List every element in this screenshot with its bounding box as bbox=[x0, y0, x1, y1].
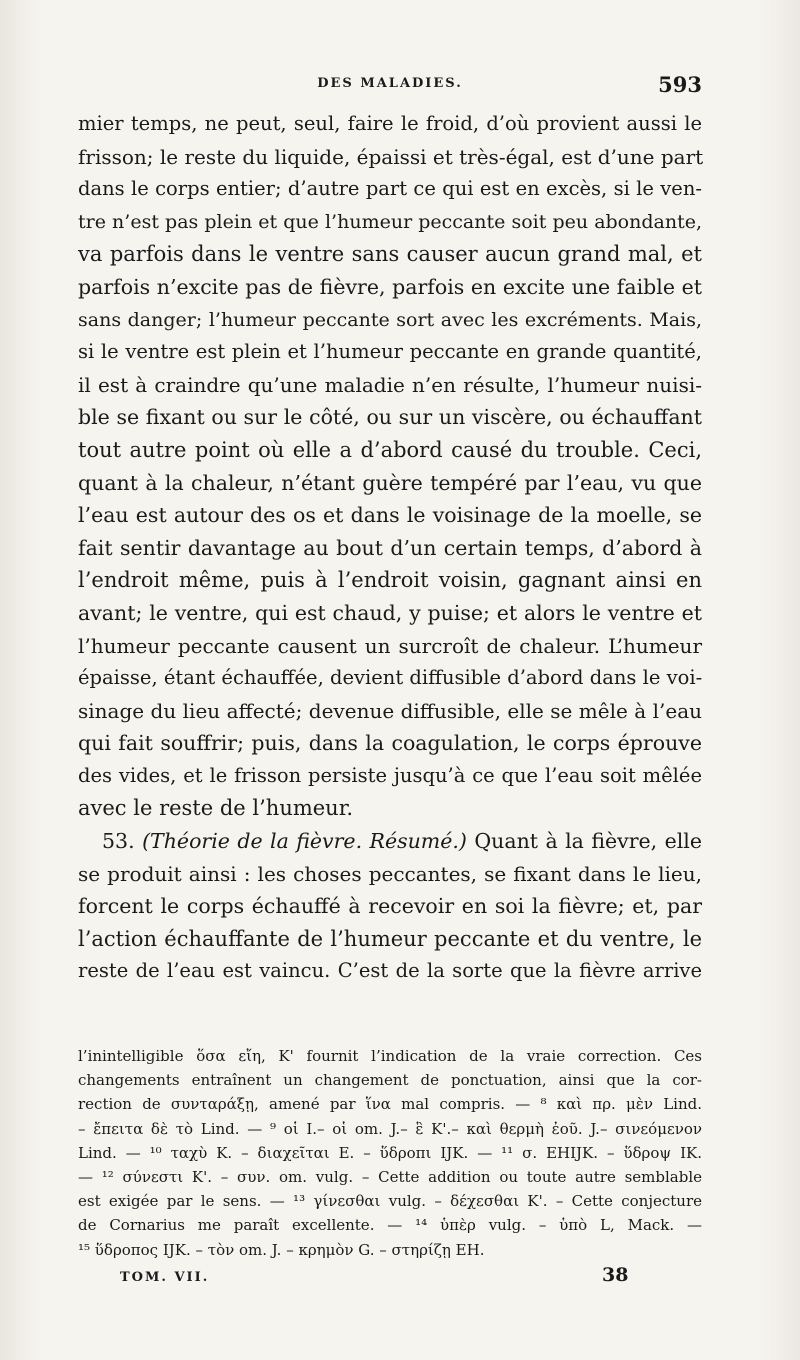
text-line: se produit ainsi : les choses peccantes, se fixant dans le lieu, bbox=[78, 861, 702, 886]
section-number: 53. bbox=[102, 829, 135, 854]
footnote-line: ¹⁵ ὕδροπος IJK. – τὸν om. J. – κρημὸν G. – στηρίζῃ EH. bbox=[78, 1240, 485, 1259]
footnote-line: de Cornarius me paraît excellente. — ¹⁴ ὑπὲρ vulg. – ὑπὸ L, Mack. — bbox=[78, 1216, 702, 1235]
text-line: l’action échauffante de l’humeur peccante et du ventre, le bbox=[78, 926, 702, 951]
text-line: dans le corps entier; d’autre part ce qui est en excès, si le ven- bbox=[78, 177, 702, 201]
page-number: 593 bbox=[658, 72, 702, 97]
footnote-line: — ¹² σύνεστι K'. – συν. om. vulg. – Cette addition ou toute autre semblable bbox=[78, 1168, 702, 1187]
text-line: mier temps, ne peut, seul, faire le froid, d’où provient aussi le bbox=[78, 112, 702, 135]
text-line: si le ventre est plein et l’humeur peccante en grande quantité, bbox=[78, 340, 702, 364]
volume-signature: TOM. VII. bbox=[120, 1270, 210, 1285]
text-line: forcent le corps échauffé à recevoir en soi la fièvre; et, par bbox=[78, 894, 702, 919]
text-line: frisson; le reste du liquide, épaissi et très-égal, est d’une part bbox=[78, 144, 704, 169]
footnote-line: est exigée par le sens. — ¹³ γίνεσθαι vulg. – δέχεσθαι K'. – Cette conjecture bbox=[78, 1192, 702, 1211]
text-line: il est à craindre qu’une maladie n’en résulte, l’humeur nuisi- bbox=[78, 372, 702, 397]
section-title: (Théorie de la fièvre. Résumé.) bbox=[142, 829, 467, 854]
text-line: épaisse, étant échauffée, devient diffusible d’abord dans le voi- bbox=[78, 666, 703, 690]
text-line: reste de l’eau est vaincu. C’est de la sorte que la fièvre arrive bbox=[78, 959, 702, 983]
text-line: tout autre point où elle a d’abord causé du trouble. Ceci, bbox=[78, 437, 702, 462]
running-title: DES MALADIES. bbox=[317, 76, 463, 91]
text-line: ble se fixant ou sur le côté, ou sur un viscère, ou échauffant bbox=[78, 405, 702, 430]
text-line: va parfois dans le ventre sans causer aucun grand mal, et bbox=[78, 242, 702, 267]
footnote-line: rection de συνταράξῃ, amené par ἵνα mal compris. — ⁸ καὶ πρ. μὲν Lind. bbox=[78, 1095, 702, 1114]
text-line: quant à la chaleur, n’étant guère tempéré par l’eau, vu que bbox=[78, 470, 702, 495]
main-text bbox=[78, 108, 702, 988]
footnote-line: Lind. — ¹⁰ ταχὺ K. – διαχεῖται E. – ὕδροπι IJK. — ¹¹ σ. EHIJK. – ὕδροψ IK. bbox=[78, 1143, 702, 1162]
text-line: l’eau est autour des os et dans le voisinage de la moelle, se bbox=[78, 503, 702, 528]
text-line: des vides, et le frisson persiste jusqu’à ce que l’eau soit mêlée bbox=[78, 763, 702, 787]
text-line: avant; le ventre, qui est chaud, y puise; et alors le ventre et bbox=[78, 600, 702, 625]
text-line: sinage du lieu affecté; devenue diffusible, elle se mêle à l’eau bbox=[78, 698, 702, 723]
footnotes bbox=[78, 1044, 702, 1262]
text-line: fait sentir davantage au bout d’un certain temps, d’abord à bbox=[78, 535, 702, 560]
text-line: parfois n’excite pas de fièvre, parfois en excite une faible et bbox=[78, 274, 702, 299]
footnote-line: – ἔπειτα δὲ τὸ Lind. — ⁹ οἱ I.– οἱ om. J.– ἓ K'.– καὶ θερμὴ ἐοῦ. J.– σινεόμενον bbox=[78, 1119, 702, 1138]
section-heading-line bbox=[78, 825, 702, 858]
section-first-line: Quant à la fièvre, elle bbox=[474, 829, 702, 854]
footnote-line: l’inintelligible ὅσα εἴη, K' fournit l’indication de la vraie correction. Ces bbox=[78, 1047, 702, 1065]
text-line: sans danger; l’humeur peccante sort avec les excréments. Mais, bbox=[78, 308, 702, 331]
signature-number: 38 bbox=[602, 1264, 629, 1286]
text-line: l’humeur peccante causent un surcroît de chaleur. L’humeur bbox=[78, 633, 702, 658]
footnote-line: changements entraînent un changement de ponctuation, ainsi que la cor- bbox=[78, 1071, 702, 1090]
running-head bbox=[78, 72, 702, 100]
text-line: tre n’est pas plein et que l’humeur peccante soit peu abondante, bbox=[78, 210, 702, 233]
text-line: qui fait souffrir; puis, dans la coagulation, le corps éprouve bbox=[78, 731, 702, 756]
text-line: l’endroit même, puis à l’endroit voisin, gagnant ainsi en bbox=[78, 568, 702, 593]
text-line: avec le reste de l’humeur. bbox=[78, 796, 354, 821]
